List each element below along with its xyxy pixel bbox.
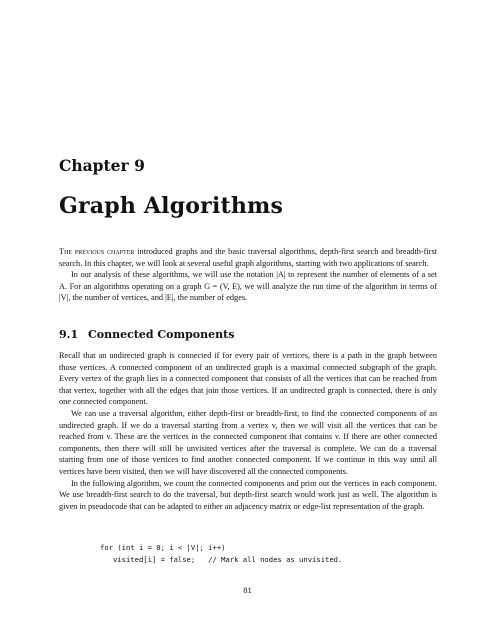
intro-paragraph-1 (59, 246, 437, 269)
intro-paragraph-1-text: introduced graphs and the basic traversal algorithms, depth-first search and breadth-first search. In this chapter, we will look at several useful graph algorithms, starting with two applications of search. (59, 247, 437, 268)
chapter-introduction (59, 246, 437, 304)
intro-paragraph-2: In our analysis of these algorithms, we will use the notation |A| to represent the number of elements of a set A. For an algorithms operating on a graph G = (V, E), we will analyze the run time of the algorithm in terms of |V|, the number of vertices, and |E|, the number of edges. (59, 270, 437, 303)
section-number: 9.1 (59, 328, 79, 341)
pseudocode-block (100, 542, 342, 566)
page-number: 81 (243, 585, 252, 595)
code-line-1: for (int i = 0; i < |V|; i++) (100, 543, 226, 552)
section-paragraph-2: We can use a traversal algorithm, either depth-first or breadth-first, to find the connected components of an undirected graph. If we do a traversal starting from a vertex v, then we will visit all the vertices that can be reached from v. These are the vertices in the connected component that contains v. If there are other connected components, then there will still be unvisited vertices after the traversal is complete. We can do a traversal starting from one of those vertices to find another connected component. If we continue in this way until all vertices have been visited, then we will have discovered all the connected components. (59, 408, 437, 476)
section-paragraph-1: Recall that an undirected graph is connected if for every pair of vertices, there is a path in the graph between those vertices. A connected component of an undirected graph is a maximal connected subgraph of the graph. Every vertex of the graph lies in a connected component that consists of all the vertices that can be reached from that vertex, together with all the edges that join those vertices. If an undirected graph is connected, there is only one connected component. (59, 351, 437, 407)
code-line-2: visited[i] = false; // Mark all nodes as unvisited. (100, 554, 343, 564)
section-title: Connected Components (88, 328, 235, 341)
section-paragraph-3: In the following algorithm, we count the connected components and print out the vertices in each component. We use breadth-first search to do the traversal, but depth-first search would work just as well. The algorithm is given in pseudocode that can be adapted to either an adjacency matrix or edge-list representation of the graph. (59, 478, 437, 511)
section-body (59, 350, 437, 512)
chapter-label: Chapter 9 (59, 156, 145, 175)
intro-smallcaps-lead: The previous chapter (59, 247, 135, 256)
chapter-title: Graph Algorithms (59, 193, 284, 219)
section-heading (59, 328, 234, 341)
